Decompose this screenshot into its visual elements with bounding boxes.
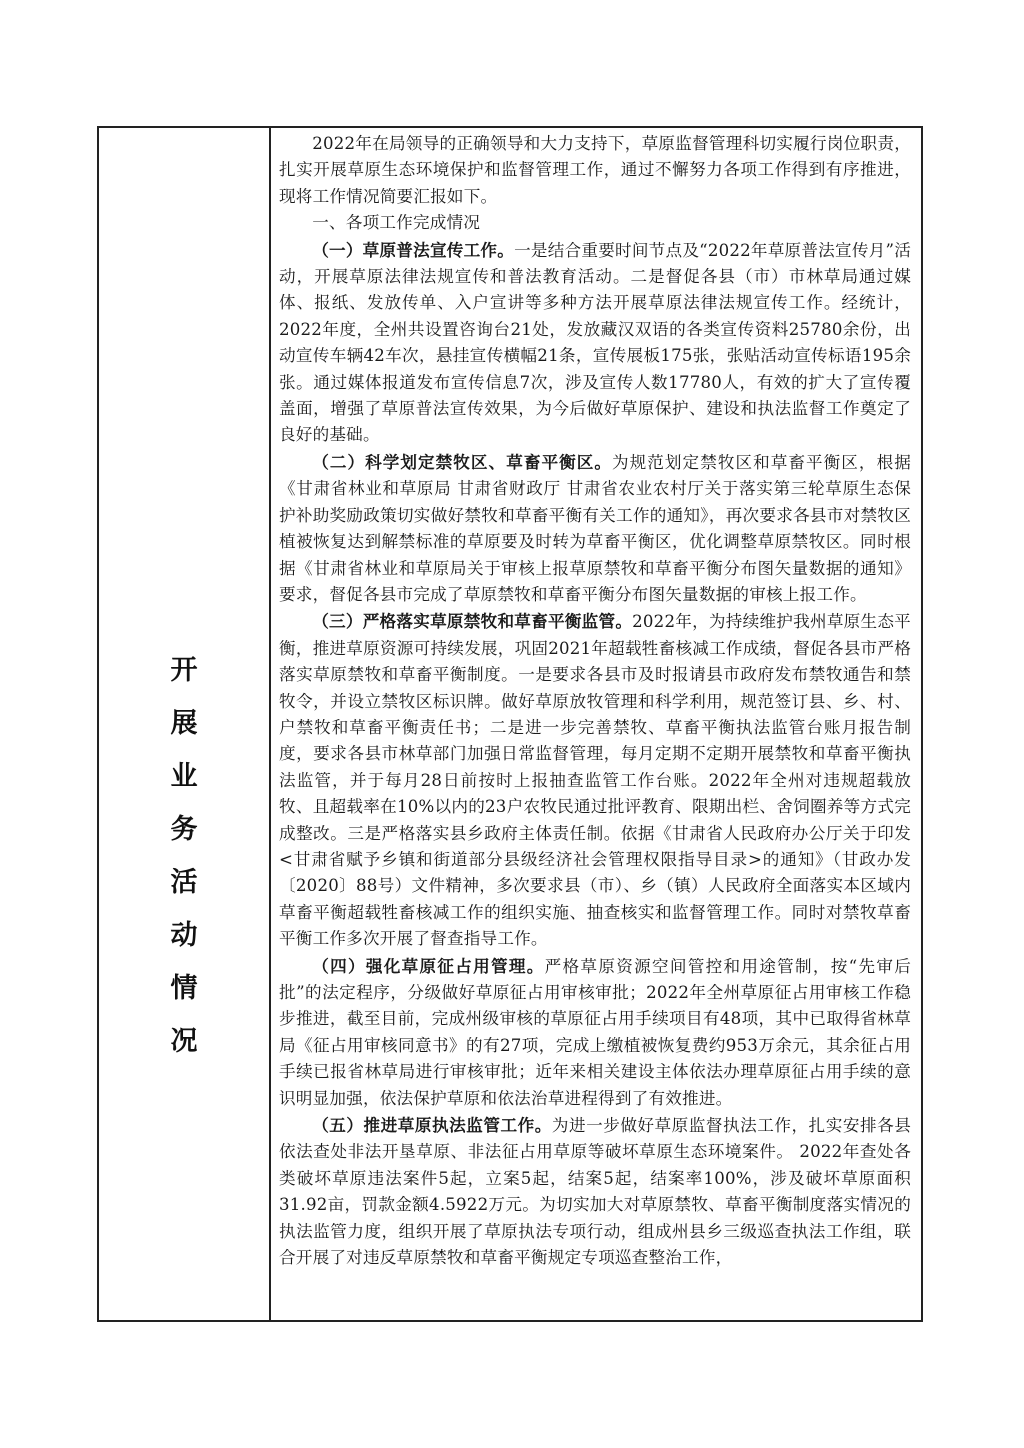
report-table [97,126,923,1322]
item-body: 为规范划定禁牧区和草畜平衡区，根据《甘肃省林业和草原局 甘肃省财政厅 甘肃省农业农村厅关于落实第三轮草原生态保护补助奖励政策切实做好禁牧和草畜平衡有关工作的通知》，再次要求各县市对禁牧区植被恢复达到解禁标准的草原要及时转为草畜平衡区，优化调整草原禁牧区。同时根据《甘肃省林业和草原局关于审核上报草原禁牧和草畜平衡分布图矢量数据的通知》要求，督促各县市完成了草原禁牧和草畜平衡分布图矢量数据的审核上报工作。 [279,452,911,604]
label-char: 业 [170,761,198,792]
item-paragraph [279,1112,911,1271]
label-char: 开 [170,655,198,686]
item-title: （四）强化草原征占用管理。 [312,955,545,976]
item-paragraph [279,237,911,449]
item-body: 为进一步做好草原监督执法工作，扎实安排各县依法查处非法开垦草原、非法征占用草原等破坏草原生态环境案件。 2022年查处各类破坏草原违法案件5起，立案5起，结案5起，结案率100%，涉及破坏草原面积31.92亩，罚款金额4.5922万元。为切实加大对草原禁牧、草畜平衡制度落实情况的执法监管力度，组织开展了草原执法专项行动，组成州县乡三级巡查执法工作组，联合开展了对违反草原禁牧和草畜平衡规定专项巡查整治工作， [279,1116,911,1268]
label-char: 活 [170,867,198,898]
label-char: 情 [170,973,198,1004]
section-heading: 一、各项工作完成情况 [312,213,481,233]
item-body: 严格草原资源空间管控和用途管制，按“先审后批”的法定程序，分级做好草原征占用审核审批；2022年全州草原征占用审核工作稳步推进，截至目前，完成州级审核的草原征占用手续项目有48项，其中已取得省林草局《征占用审核同意书》的有27项，完成上缴植被恢复费约953万余元，其余征占用手续已报省林草局进行审核审批；近年来相关建设主体依法办理草原征占用手续的意识明显加强，依法保护草原和依法治草进程得到了有效推进。 [279,956,911,1108]
label-char: 动 [170,920,198,951]
content-cell [271,128,921,1320]
label-char: 况 [170,1026,198,1057]
item-title: （一）草原普法宣传工作。 [312,239,515,260]
item-title: （五）推进草原执法监管工作。 [312,1115,552,1136]
label-char: 展 [170,708,198,739]
item-paragraph [279,608,911,952]
item-paragraph [279,953,911,1112]
label-cell [99,128,271,1320]
section-label-vertical [99,644,269,1068]
item-paragraph [279,449,911,608]
item-body: 一是结合重要时间节点及“2022年草原普法宣传月”活动，开展草原法律法规宣传和普法教育活动。二是督促各县（市）市林草局通过媒体、报纸、发放传单、入户宣讲等多种方法开展草原法律法规宣传工作。经统计，2022年度，全州共设置咨询台21处，发放藏汉双语的各类宣传资料25780余份，出动宣传车辆42车次，悬挂宣传横幅21条，宣传展板175张，张贴活动宣传标语195余张。通过媒体报道发布宣传信息7次，涉及宣传人数17780人，有效的扩大了宣传覆盖面，增强了草原普法宣传效果，为今后做好草原保护、建设和执法监督工作奠定了良好的基础。 [279,240,911,445]
item-title: （三）严格落实草原禁牧和草畜平衡监管。 [312,611,633,632]
label-char: 务 [170,814,198,845]
item-title: （二）科学划定禁牧区、草畜平衡区。 [312,451,613,472]
item-body: 2022年，为持续维护我州草原生态平衡，推进草原资源可持续发展，巩固2021年超载牲畜核减工作成绩，督促各县市严格落实草原禁牧和草畜平衡制度。一是要求各县市及时报请县市政府发布禁牧通告和禁牧令，并设立禁牧区标识牌。做好草原放牧管理和科学利用，规范签订县、乡、村、户禁牧和草畜平衡责任书；二是进一步完善禁牧、草畜平衡执法监管台账月报告制度，要求各县市林草部门加强日常监督管理，每月定期不定期开展禁牧和草畜平衡执法监管，并于每月28日前按时上报抽查监管工作台账。2022年全州对违规超载放牧、且超载率在10%以内的23户农牧民通过批评教育、限期出栏、舍饲圈养等方式完成整改。三是严格落实县乡政府主体责任制。依据《甘肃省人民政府办公厅关于印发<甘肃省赋予乡镇和街道部分县级经济社会管理权限指导目录>的通知》（甘政办发〔2020〕88号）文件精神，多次要求县（市）、乡（镇）人民政府全面落实本区域内草畜平衡超载牲畜核减工作的组织实施、抽查核实和监督管理工作。同时对禁牧草畜平衡工作多次开展了督查指导工作。 [279,612,911,949]
intro-paragraph: 2022年在局领导的正确领导和大力支持下，草原监督管理科切实履行岗位职责，扎实开展草原生态环境保护和监督管理工作，通过不懈努力各项工作得到有序推进，现将工作情况简要汇报如下。 [279,134,911,206]
